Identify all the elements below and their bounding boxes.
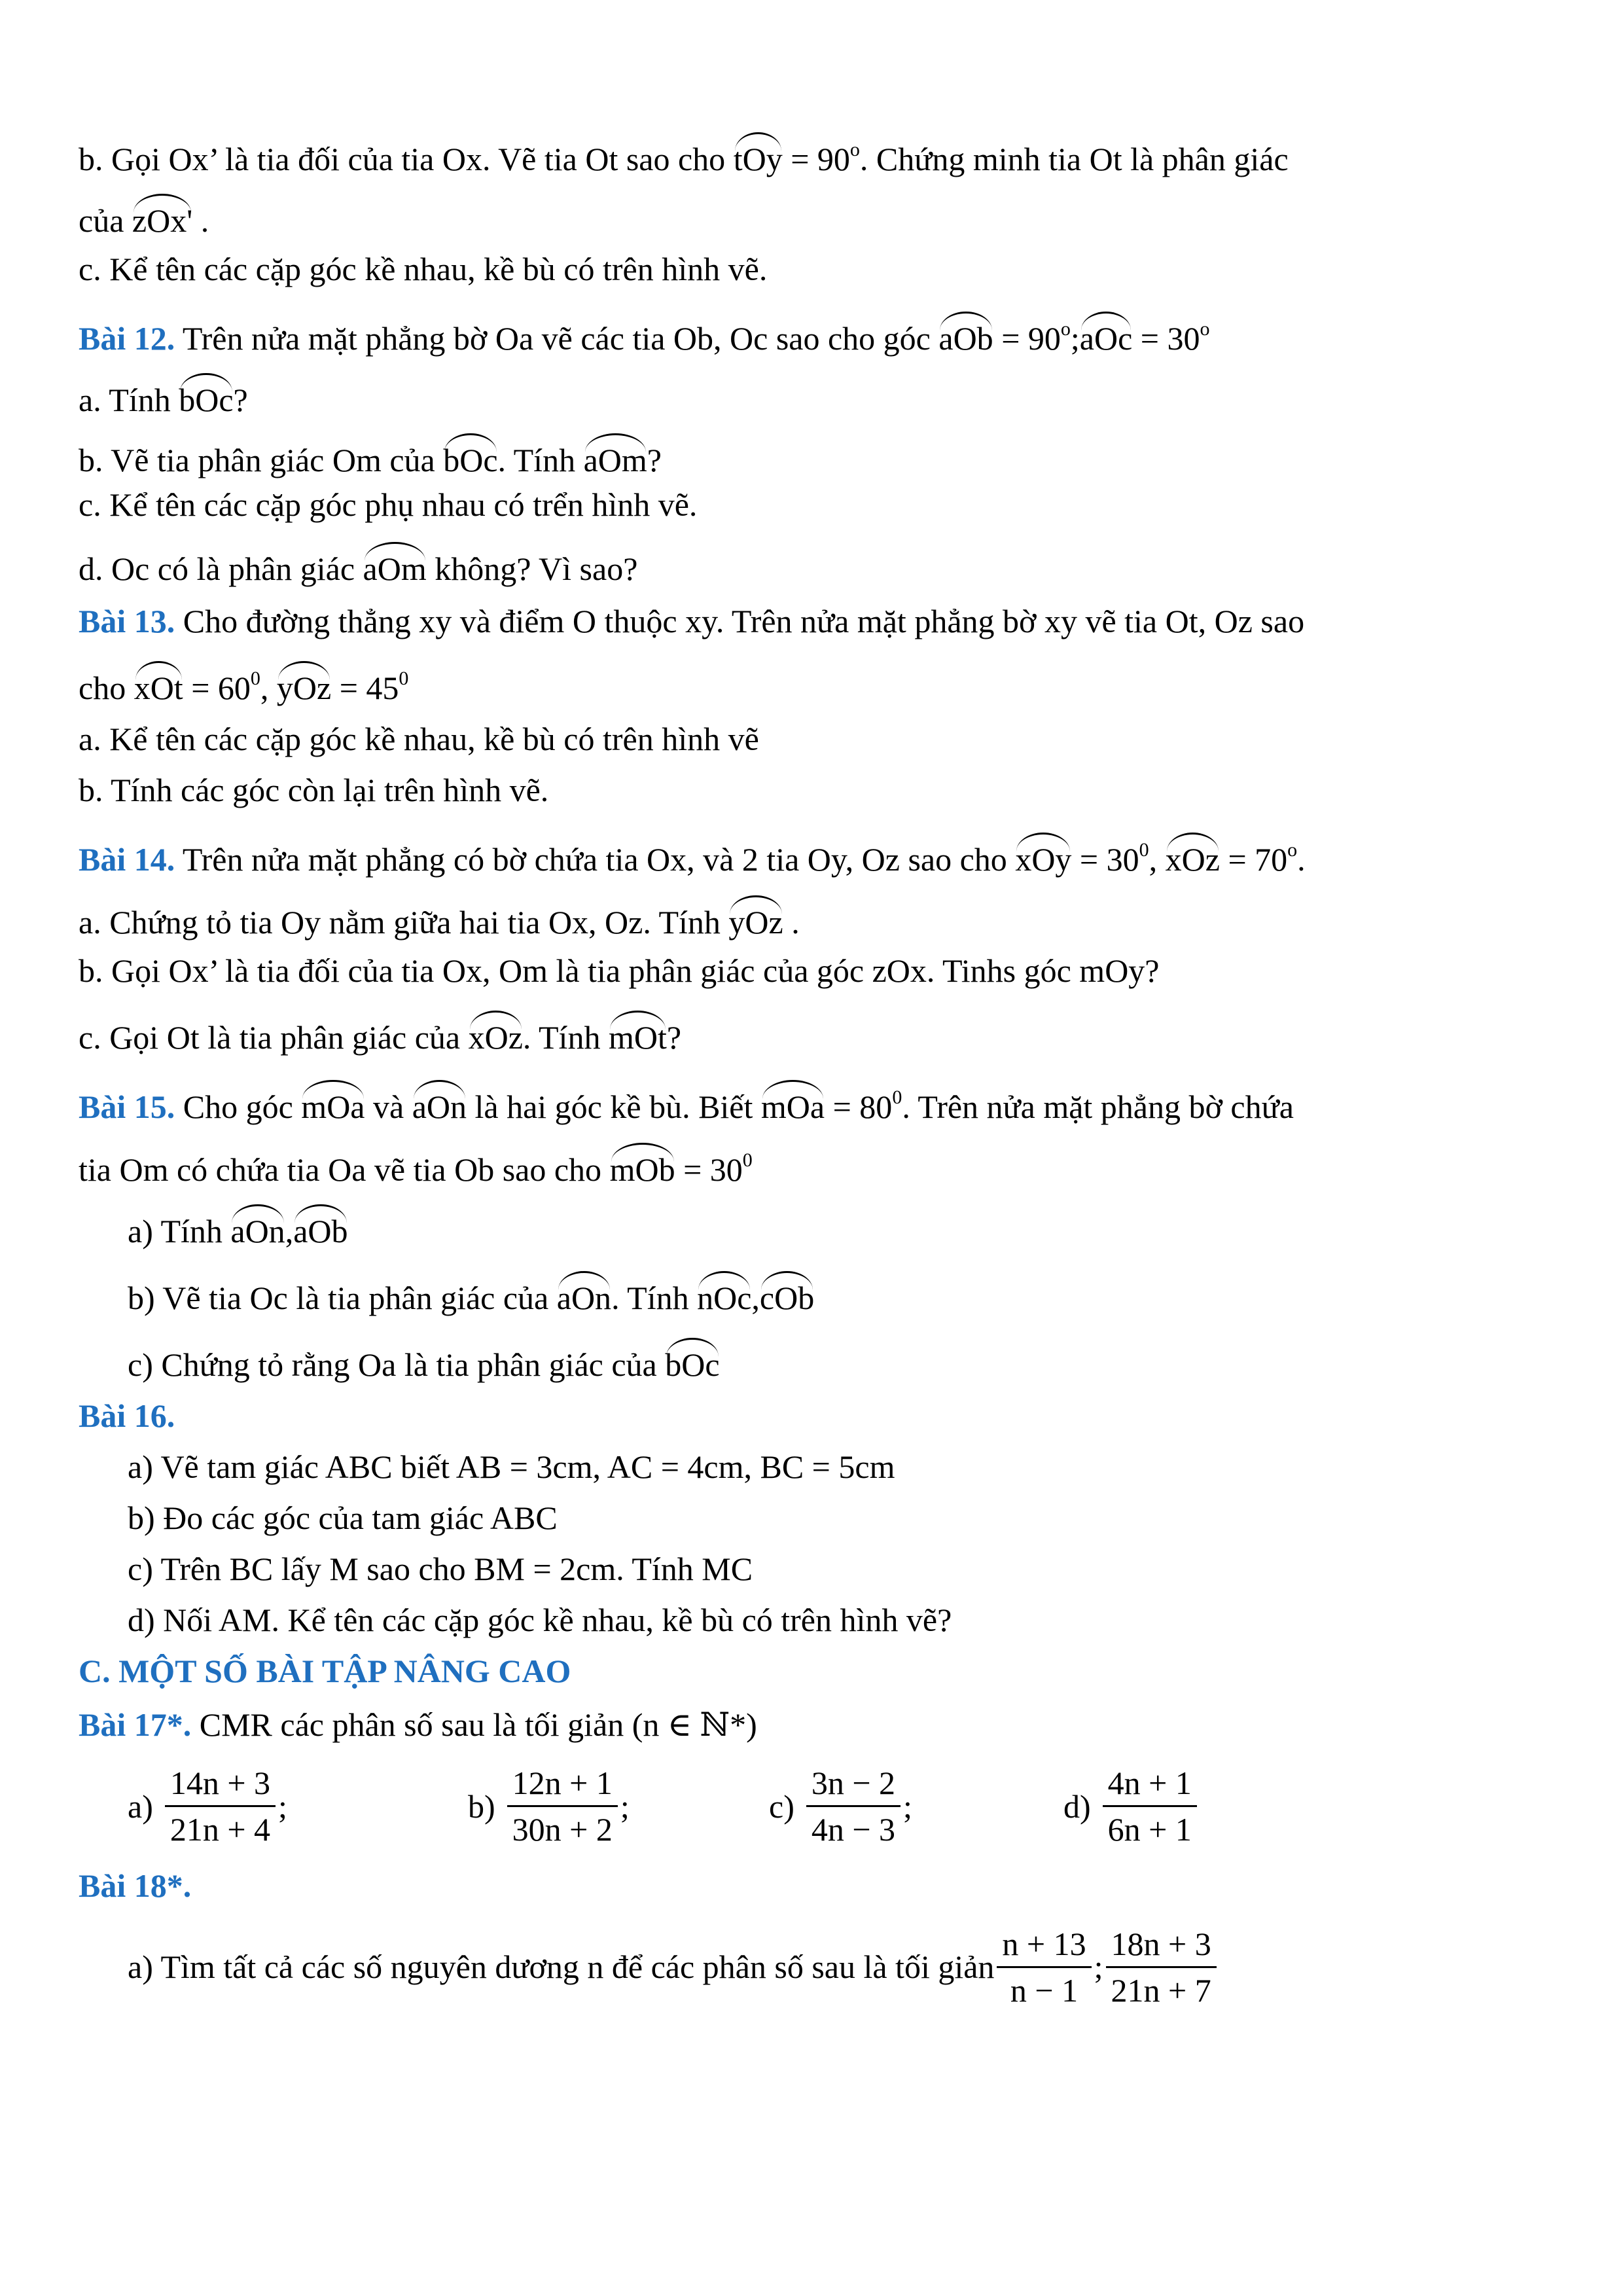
b13-line2: cho xOt = $60^0$, yOz = $45^0$	[79, 658, 1544, 708]
b16-part-b: b) Đo các góc của tam giác ABC	[128, 1499, 558, 1536]
b12-part-d: d. Oc có là phân giác aOm không? Vì sao?	[79, 543, 1544, 589]
section-heading-c: C. MỘT SỐ BÀI TẬP NÂNG CAO	[79, 1653, 571, 1689]
b13-part-a: a. Kể tên các cặp góc kề nhau, kề bù có trên hình vẽ	[79, 721, 759, 757]
b14-heading: Bài 14. Trên nửa mặt phẳng có bờ chứa tia Ox, và 2 tia Oy, Oz sao cho xOy = $30^0$, xOz = $70^o$.	[79, 830, 1544, 880]
fraction-item: d) $\frac{4n + 1}{6n + 1}$	[1063, 1761, 1200, 1852]
exercise-label: Bài 14.	[79, 841, 175, 878]
b12-part-c: c. Kể tên các cặp góc phụ nhau có trển hình vẽ.	[79, 486, 698, 523]
exercise-label: Bài 15.	[79, 1088, 175, 1125]
fraction: $\frac{12n + 1}{30n + 2}$	[507, 1761, 618, 1852]
fraction: $\frac{14n + 3}{21n + 4}$	[165, 1761, 276, 1852]
b15-part-c: c) Chứng tỏ rằng Oa là tia phân giác của bOc	[128, 1339, 1544, 1385]
b16-part-a: a) Vẽ tam giác ABC biết AB = 3cm, AC = 4cm, BC = 5cm	[128, 1448, 895, 1485]
angle-tOy: tOy	[734, 134, 783, 175]
b15-line2: tia Om có chứa tia Oa vẽ tia Ob sao cho mOb = $30^0$	[79, 1140, 1544, 1190]
b17-heading: Bài 17*. CMR các phân số sau là tối giản (n ∈ ℕ*)	[79, 1706, 757, 1743]
b13-part-b: b. Tính các góc còn lại trên hình vẽ.	[79, 772, 549, 808]
fraction-item: a) $\frac{14n + 3}{21n + 4}$ ;	[128, 1761, 287, 1852]
b14-part-c: c. Gọi Ot là tia phân giác của xOz. Tính mOt?	[79, 1012, 1544, 1058]
b15-heading: Bài 15. Cho góc mOa và aOn là hai góc kề bù. Biết mOa = $80^0$. Trên nửa mặt phẳng bờ chứa	[79, 1077, 1544, 1127]
b15-part-a: a) Tính aOn,aOb	[128, 1206, 1544, 1251]
b17-fractions-row	[128, 1761, 1544, 1859]
angle-zOx-prime: zOx'	[132, 195, 192, 237]
exercise-label: Bài 17*.	[79, 1706, 192, 1743]
b11-part-c: c. Kể tên các cặp góc kề nhau, kề bù có trên hình vẽ.	[79, 251, 768, 287]
b11-part-b-line2: của zOx' .	[79, 195, 1544, 241]
b11-part-b-line1: b. Gọi Ox’ là tia đối của tia Ox. Vẽ tia Ot sao cho tOy = $90^o$. Chứng minh tia Ot là phân giác	[79, 130, 1544, 179]
exercise-label: Bài 18*.	[79, 1867, 192, 1904]
exercise-label: Bài 13.	[79, 603, 175, 639]
exercise-label: Bài 12.	[79, 320, 175, 357]
fraction: $\frac{3n - 2}{4n - 3}$	[806, 1761, 901, 1852]
b14-part-b: b. Gọi Ox’ là tia đối của tia Ox, Om là tia phân giác của góc zOx. Tinhs góc mOy?	[79, 952, 1160, 989]
b12-part-a: a. Tính bOc?	[79, 374, 1544, 420]
b12-part-b: b. Vẽ tia phân giác Om của bOc. Tính aOm?	[79, 435, 1544, 480]
b16-heading	[79, 1395, 1544, 1436]
fraction: $\frac{18n + 3}{21n + 7}$	[1106, 1922, 1217, 2013]
b12-heading: Bài 12. Trên nửa mặt phẳng bờ Oa vẽ các tia Ob, Oc sao cho góc aOb = $90^o;aOc = 30^o$	[79, 309, 1544, 359]
fraction: $\frac{n + 13}{n - 1}$	[997, 1922, 1091, 2013]
fraction-item: c) $\frac{3n - 2}{4n - 3}$ ;	[769, 1761, 912, 1852]
fraction: $\frac{4n + 1}{6n + 1}$	[1103, 1761, 1197, 1852]
b15-part-b: b) Vẽ tia Oc là tia phân giác của aOn. Tính nOc,cOb	[128, 1272, 1544, 1318]
b14-part-a: a. Chứng tỏ tia Oy nằm giữa hai tia Ox, Oz. Tính yOz .	[79, 897, 1544, 942]
b13-heading: Bài 13. Cho đường thẳng xy và điểm O thuộc xy. Trên nửa mặt phẳng bờ xy vẽ tia Ot, Oz sao	[79, 603, 1305, 639]
b16-part-d: d) Nối AM. Kể tên các cặp góc kề nhau, kề bù có trên hình vẽ?	[128, 1602, 952, 1638]
b18-heading	[79, 1865, 1544, 1906]
b16-part-c: c) Trên BC lấy M sao cho BM = 2cm. Tính MC	[128, 1551, 753, 1587]
exercise-label: Bài 16.	[79, 1397, 175, 1434]
fraction-item: b) $\frac{12n + 1}{30n + 2}$ ;	[468, 1761, 630, 1852]
b18-part-a: a) Tìm tất cả các số nguyên dương n để các phân số sau là tối giản $\frac{n + 13}{n - 1}$ ; $\frac{18n + 3}{21n + 7}$	[128, 1918, 1544, 2016]
